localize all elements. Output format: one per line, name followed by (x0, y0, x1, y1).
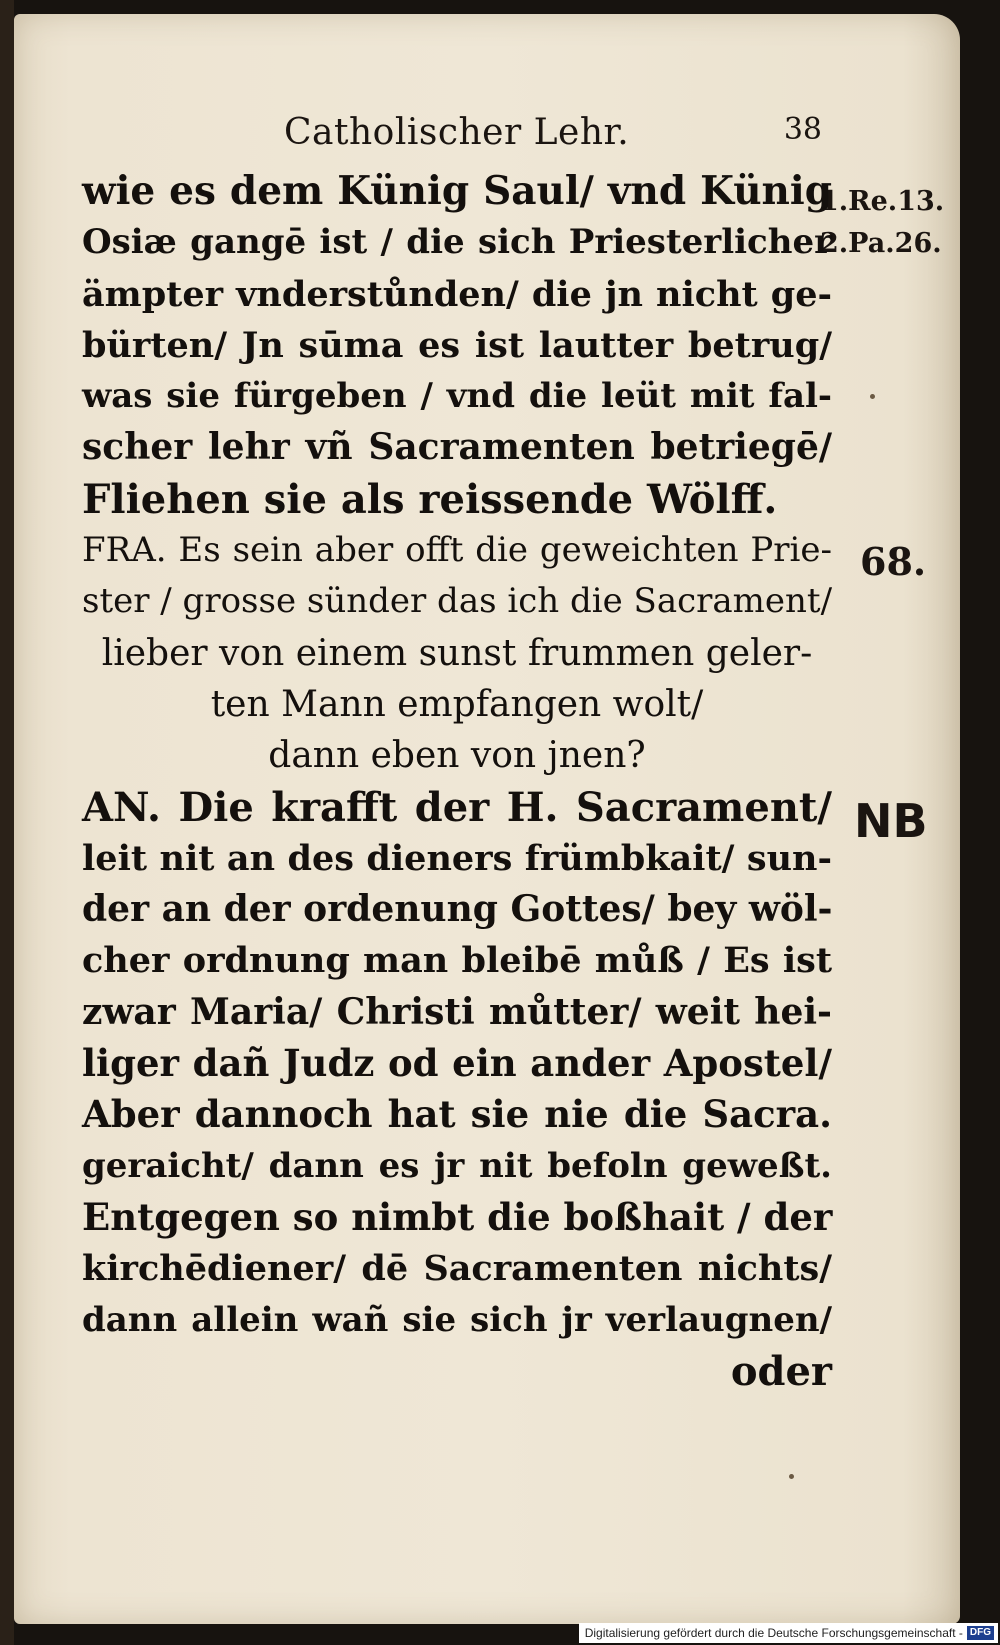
catchword: oder (730, 1347, 832, 1395)
text-line: bürten/ Jn sūma es ist lautter betrug/ (82, 324, 832, 366)
book-spine (0, 0, 14, 1645)
ink-speck (870, 394, 875, 399)
text-line: ämpter vnderstůnden/ die jn nicht ge- (82, 273, 832, 315)
text-line: was sie fürgeben / vnd die leüt mit fal- (82, 376, 832, 417)
page-number: 38 (783, 112, 822, 147)
answer-line: Aber dannoch hat sie nie die Sacra. (82, 1092, 832, 1137)
question-line: lieber von einem sunst frummen geler- (101, 632, 813, 674)
running-title: Catholischer Lehr. (284, 112, 630, 153)
answer-line: dann allein wañ sie sich jr verlaugnen/ (82, 1299, 832, 1340)
question-line: dann eben von jnen? (268, 735, 646, 777)
text-line: wie es dem Künig Saul/ vnd Künig (82, 168, 832, 214)
answer-line: AN. Die krafft der H. Sacrament/ (82, 783, 832, 831)
answer-line: Entgegen so nimbt die boßhait / der (82, 1194, 833, 1239)
answer-line: der an der ordenung Gottes/ bey wöl- (82, 888, 833, 931)
ink-speck (789, 1474, 794, 1479)
text-line: Osiæ gangē ist / die sich Priesterlicher (82, 222, 832, 263)
text-line: scher lehr vñ Sacramenten betriegē/ (82, 426, 832, 469)
answer-line: kirchēdiener/ dē Sacramenten nichts/ (82, 1248, 832, 1290)
answer-line: leit nit an des dieners frümbkait/ sun- (82, 837, 832, 879)
question-line: ten Mann empfangen wolt/ (210, 683, 704, 725)
answer-line: zwar Maria/ Christi můtter/ weit hei- (82, 990, 832, 1033)
credit-text: Digitalisierung gefördert durch die Deutsche Forschungsgemeinschaft - (584, 1626, 963, 1640)
page-header (84, 112, 822, 158)
answer-line: liger dañ Judz od ein ander Apostel/ (82, 1041, 832, 1086)
dfg-logo: DFG (967, 1626, 994, 1640)
margin-reference-1: 1.Re.13. (820, 186, 945, 217)
margin-reference-2: 2.Pa.26. (820, 228, 942, 259)
digitization-credit (579, 1623, 998, 1643)
book-page (14, 14, 960, 1624)
answer-line: cher ordnung man bleibē můß / Es ist (82, 940, 832, 982)
answer-line: geraicht/ dann es jr nit befoln geweßt. (82, 1145, 832, 1186)
question-line: ster / grosse sünder das ich die Sacrament/ (82, 581, 833, 622)
body-text (82, 166, 832, 1397)
question-number: 68. (860, 539, 927, 584)
text-line: Fliehen sie als reissende Wölff. (82, 475, 778, 523)
nota-bene-mark: NB (854, 794, 928, 848)
question-line: FRA. Es sein aber offt die geweichten Prie- (82, 530, 832, 571)
